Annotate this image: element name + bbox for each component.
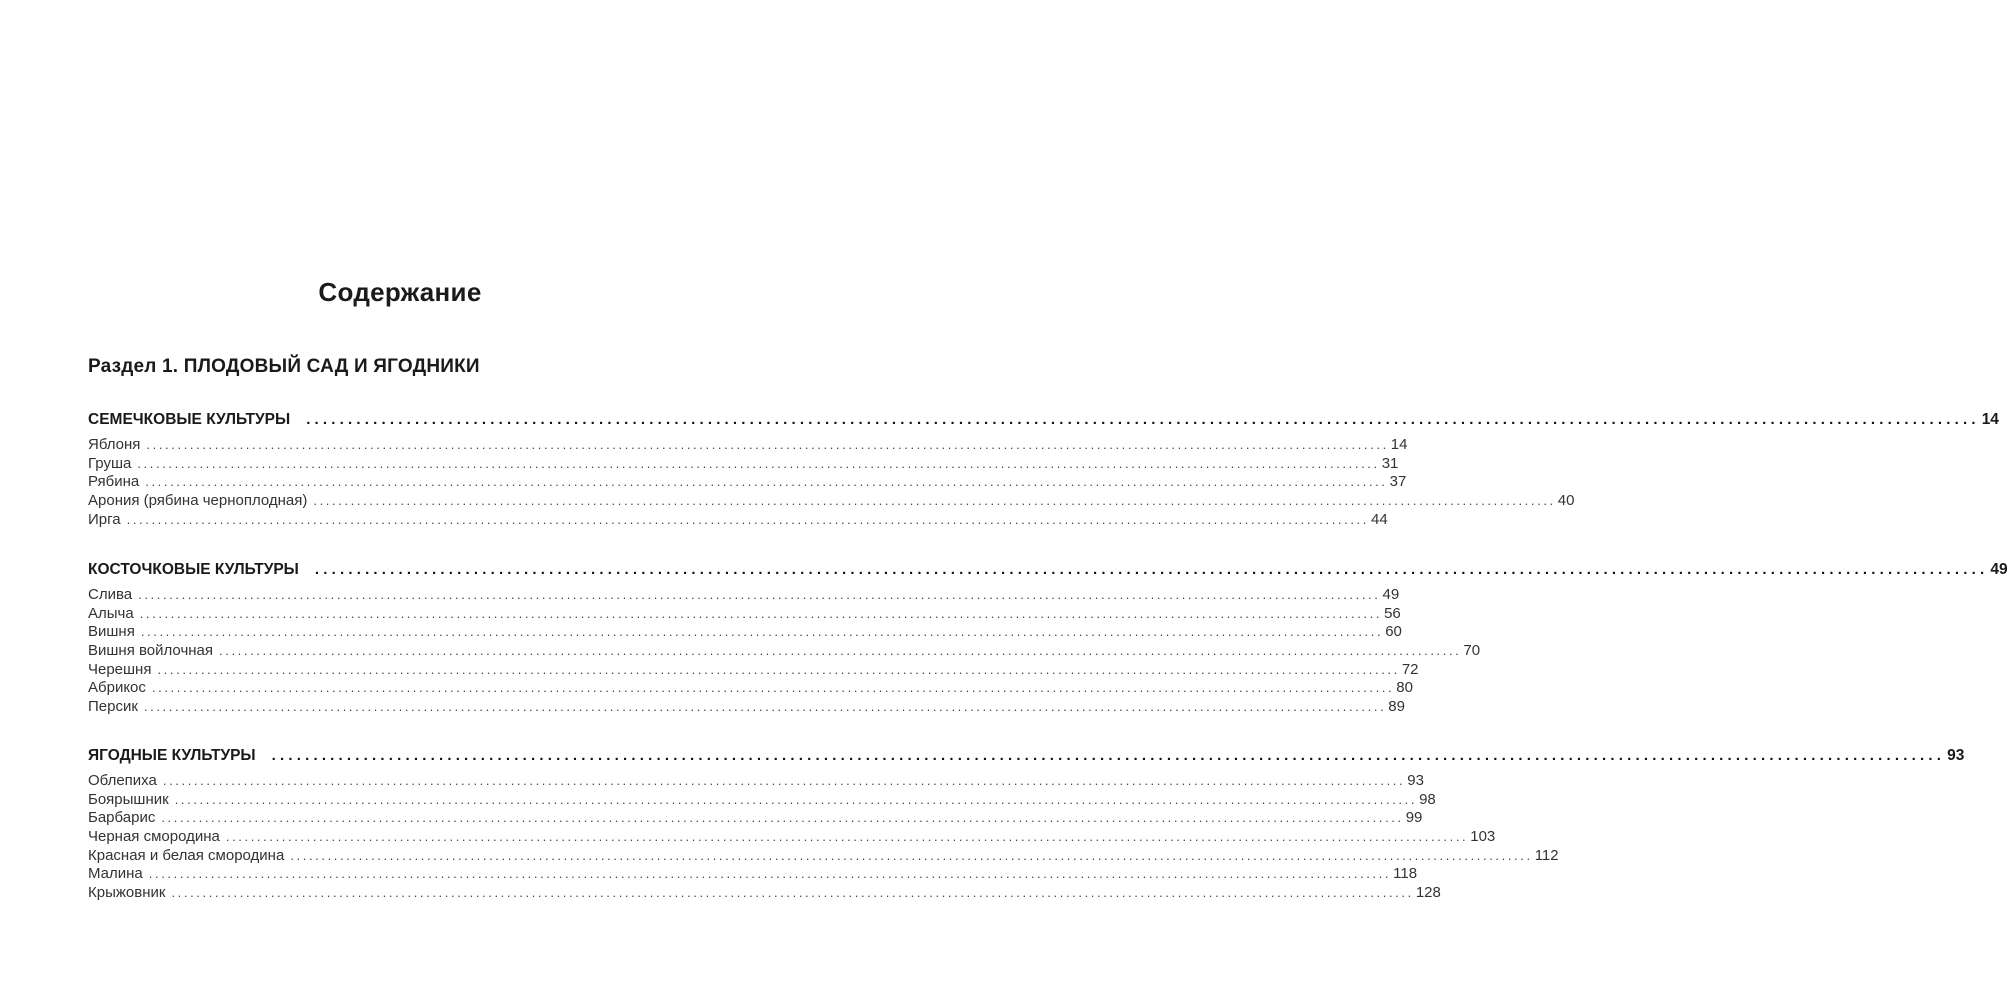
dot-leader: ........................................................................................................................................................................................................: [225, 829, 1469, 845]
dot-leader: ........................................................................................................................................................................................................: [306, 411, 1980, 428]
dot-leader: ........................................................................................................................................................................................................: [151, 680, 1395, 696]
dot-leader: ........................................................................................................................................................................................................: [161, 810, 1404, 826]
toc-entry[interactable]: [88, 604, 1401, 624]
toc-entry-title: Черная смородина: [88, 828, 220, 846]
toc-entry-title: Черешня: [88, 660, 152, 678]
toc-entry-title: Вишня войлочная: [88, 642, 214, 660]
toc-entry[interactable]: [88, 510, 1388, 530]
toc-entry-title: Облепиха: [88, 772, 157, 789]
toc-entry-page: 40: [1557, 492, 1575, 510]
toc-entry-page: 128: [1415, 884, 1441, 902]
toc-entry-page: 118: [1393, 865, 1418, 883]
toc-entry-title: Красная и белая смородина: [88, 846, 285, 864]
dot-leader: ........................................................................................................................................................................................................: [174, 791, 1418, 807]
toc-entry-page: 44: [1370, 510, 1388, 528]
toc-entry[interactable]: [88, 846, 1559, 866]
toc-entry-title: Рябина: [88, 473, 140, 491]
dot-leader: ........................................................................................................................................................................................................: [145, 474, 1388, 490]
toc-entry[interactable]: [88, 790, 1436, 810]
toc-entry-page: 103: [1470, 828, 1496, 846]
dot-leader: ........................................................................................................................................................................................................: [313, 493, 1556, 509]
dot-leader: ........................................................................................................................................................................................................: [219, 643, 1462, 659]
toc-entry[interactable]: [88, 436, 1408, 455]
toc-entry-page: 49: [1382, 586, 1400, 603]
dot-leader: ........................................................................................................................................................................................................: [314, 561, 1989, 578]
toc-entry-title: Ирга: [88, 510, 121, 528]
toc-entry-page: 112: [1534, 846, 1559, 864]
toc-entry[interactable]: [88, 623, 1402, 642]
dot-leader: ........................................................................................................................................................................................................: [137, 455, 1380, 471]
toc-entry[interactable]: [88, 772, 1424, 791]
toc-entry[interactable]: [88, 809, 1423, 828]
toc-entry-title: Слива: [88, 586, 133, 603]
dot-leader: ........................................................................................................................................................................................................: [148, 866, 1392, 882]
toc-entry-title: Вишня: [88, 623, 135, 641]
group-heading-page: 14: [1981, 411, 1999, 428]
toc-entry[interactable]: [88, 865, 1418, 884]
toc-group-heading[interactable]: [88, 746, 1965, 766]
toc-entry[interactable]: [88, 660, 1419, 680]
toc-entry-page: 89: [1388, 698, 1405, 716]
toc-entry-title: Абрикос: [88, 679, 146, 697]
toc-entry-title: Крыжовник: [88, 884, 166, 902]
toc-entry[interactable]: [88, 492, 1575, 511]
dot-leader: ........................................................................................................................................................................................................: [140, 624, 1384, 640]
toc-entry-page: 72: [1401, 660, 1419, 678]
toc-entry-title: Малина: [88, 865, 143, 883]
dot-leader: ........................................................................................................................................................................................................: [146, 437, 1389, 452]
toc-entry[interactable]: [88, 454, 1399, 474]
toc-entry[interactable]: [88, 473, 1407, 492]
toc-group-pome-fruits: [88, 410, 1999, 529]
toc-entry-title: Боярышник: [88, 790, 169, 808]
group-heading-page: 49: [1990, 561, 2008, 578]
toc-group-heading[interactable]: [88, 560, 2008, 580]
dot-leader: ........................................................................................................................................................................................................: [271, 747, 1946, 764]
dot-leader: ........................................................................................................................................................................................................: [126, 511, 1369, 527]
toc-entry[interactable]: [88, 884, 1441, 903]
toc-entry-title: Яблоня: [88, 436, 141, 453]
toc-entry-title: Алыча: [88, 604, 134, 622]
toc-entry[interactable]: [88, 642, 1481, 661]
toc-entry-title: Груша: [88, 454, 132, 472]
toc-entry[interactable]: [88, 586, 1400, 605]
toc-entry-page: 56: [1384, 604, 1401, 622]
toc-entry-page: 14: [1390, 436, 1408, 453]
toc-group-stone-fruits: [88, 560, 2008, 717]
dot-leader: ........................................................................................................................................................................................................: [139, 605, 1383, 621]
toc-entry-page: 80: [1396, 679, 1413, 697]
toc-entry[interactable]: [88, 828, 1496, 847]
dot-leader: ........................................................................................................................................................................................................: [290, 847, 1533, 863]
toc-entry-page: 98: [1419, 790, 1436, 808]
section-title: Раздел 1. ПЛОДОВЫЙ САД И ЯГОДНИКИ: [88, 356, 480, 377]
toc-entry[interactable]: [88, 679, 1413, 698]
toc-entry-title: Персик: [88, 698, 138, 716]
dot-leader: ........................................................................................................................................................................................................: [171, 885, 1414, 901]
page-title: Содержание: [318, 277, 482, 307]
toc-entry-page: 70: [1463, 642, 1481, 660]
toc-entry[interactable]: [88, 698, 1405, 717]
dot-leader: ........................................................................................................................................................................................................: [162, 773, 1406, 788]
toc-entry-page: 37: [1389, 473, 1407, 491]
toc-entry-page: 99: [1405, 809, 1423, 827]
toc-entry-page: 31: [1381, 454, 1399, 472]
toc-entry-title: Барбарис: [88, 809, 156, 827]
dot-leader: ........................................................................................................................................................................................................: [138, 587, 1381, 602]
toc-entry-page: 60: [1385, 623, 1402, 641]
group-heading-page: 93: [1947, 747, 1965, 764]
toc-group-heading[interactable]: [88, 410, 1999, 430]
toc-entry-title: Арония (рябина черноплодная): [88, 492, 308, 510]
toc-group-berries: [88, 746, 1965, 903]
group-heading-title: СЕМЕЧКОВЫЕ КУЛЬТУРЫ: [88, 411, 291, 428]
dot-leader: ........................................................................................................................................................................................................: [143, 699, 1387, 715]
dot-leader: ........................................................................................................................................................................................................: [157, 661, 1400, 677]
group-heading-title: КОСТОЧКОВЫЕ КУЛЬТУРЫ: [88, 561, 299, 578]
group-heading-title: ЯГОДНЫЕ КУЛЬТУРЫ: [88, 747, 256, 764]
toc-entry-page: 93: [1407, 772, 1424, 789]
